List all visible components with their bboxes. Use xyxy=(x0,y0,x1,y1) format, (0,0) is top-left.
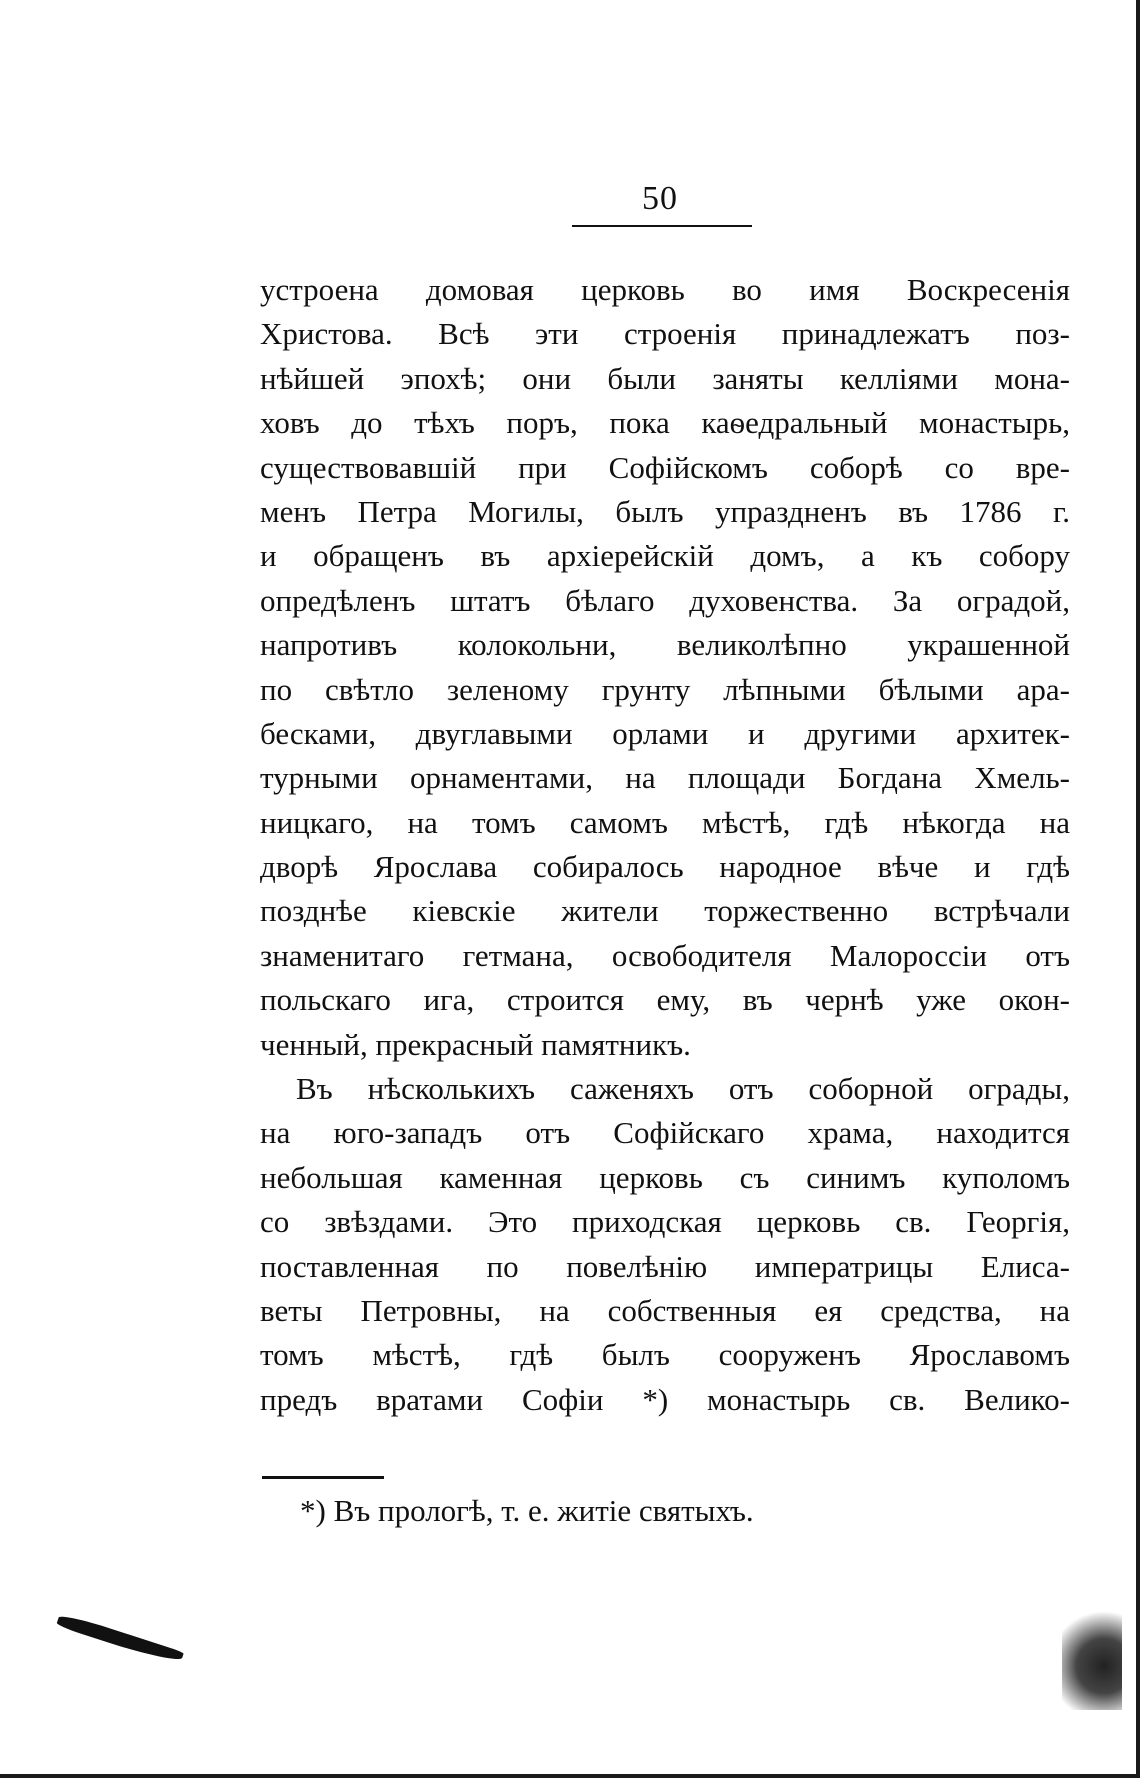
text-line: опредѣленъ штатъ бѣлаго духовенства. За оградой, xyxy=(260,582,1070,618)
text-line: по свѣтло зеленому грунту лѣпными бѣлыми ара- xyxy=(260,671,1070,707)
text-line: Христова. Всѣ эти строенія принадлежатъ поз- xyxy=(260,316,1070,352)
text-line: и обращенъ въ архіерейскій домъ, а къ собору xyxy=(260,538,1070,574)
main-text xyxy=(260,268,1070,1422)
text-line: устроена домовая церковь во имя Воскресенія xyxy=(260,272,1070,307)
text-line: Въ нѣсколькихъ саженяхъ отъ соборной ограды, xyxy=(296,1071,1070,1107)
text-line: ченный, прекрасный памятникъ. xyxy=(260,1026,691,1062)
text-line: на юго-западъ отъ Софійскаго храма, находится xyxy=(260,1115,1070,1151)
text-line: бесками, двуглавыми орлами и другими архитек- xyxy=(260,715,1070,751)
text-line: менъ Петра Могилы, былъ упраздненъ въ 1786 г. xyxy=(260,493,1070,529)
text-line: поставленная по повелѣнію императрицы Елиса- xyxy=(260,1248,1070,1284)
text-line: томъ мѣстѣ, гдѣ былъ сооруженъ Ярославомъ xyxy=(260,1337,1070,1373)
text-line: ницкаго, на томъ самомъ мѣстѣ, гдѣ нѣкогда на xyxy=(260,804,1070,840)
text-line: небольшая каменная церковь съ синимъ куполомъ xyxy=(260,1159,1070,1195)
text-line: нѣйшей эпохѣ; они были заняты келліями мона- xyxy=(260,360,1070,396)
scan-edge-bottom xyxy=(0,1774,1140,1778)
header-rule xyxy=(572,225,752,227)
text-line: предъ вратами Софіи *) монастырь св. Велико- xyxy=(260,1381,1070,1417)
text-line: турными орнаментами, на площади Богдана Хмель- xyxy=(260,760,1070,796)
text-line: дворѣ Ярослава собиралось народное вѣче и гдѣ xyxy=(260,849,1070,885)
ink-smudge-right xyxy=(1062,1600,1122,1710)
text-line: польскаго ига, строится ему, въ чернѣ уже окон- xyxy=(260,982,1070,1018)
text-line: напротивъ колокольни, великолѣпно украшенной xyxy=(260,627,1070,663)
footnote-rule xyxy=(262,1476,384,1479)
text-line: существовавшій при Софійскомъ соборѣ со вре- xyxy=(260,449,1070,485)
text-line: знаменитаго гетмана, освободителя Малороссіи отъ xyxy=(260,937,1070,973)
page-number: 50 xyxy=(642,180,678,217)
ink-smudge-left xyxy=(56,1612,184,1665)
text-line: ховъ до тѣхъ поръ, пока каѳедральный монастырь, xyxy=(260,405,1070,441)
scan-edge-right xyxy=(1136,0,1140,1778)
text-line: позднѣе кіевскіе жители торжественно встрѣчали xyxy=(260,893,1070,929)
footnote: *) Въ прологѣ, т. е. житіе святыхъ. xyxy=(300,1493,754,1528)
text-line: со звѣздами. Это приходская церковь св. Георгія, xyxy=(260,1204,1070,1240)
text-line: веты Петровны, на собственныя ея средства, на xyxy=(260,1292,1070,1328)
